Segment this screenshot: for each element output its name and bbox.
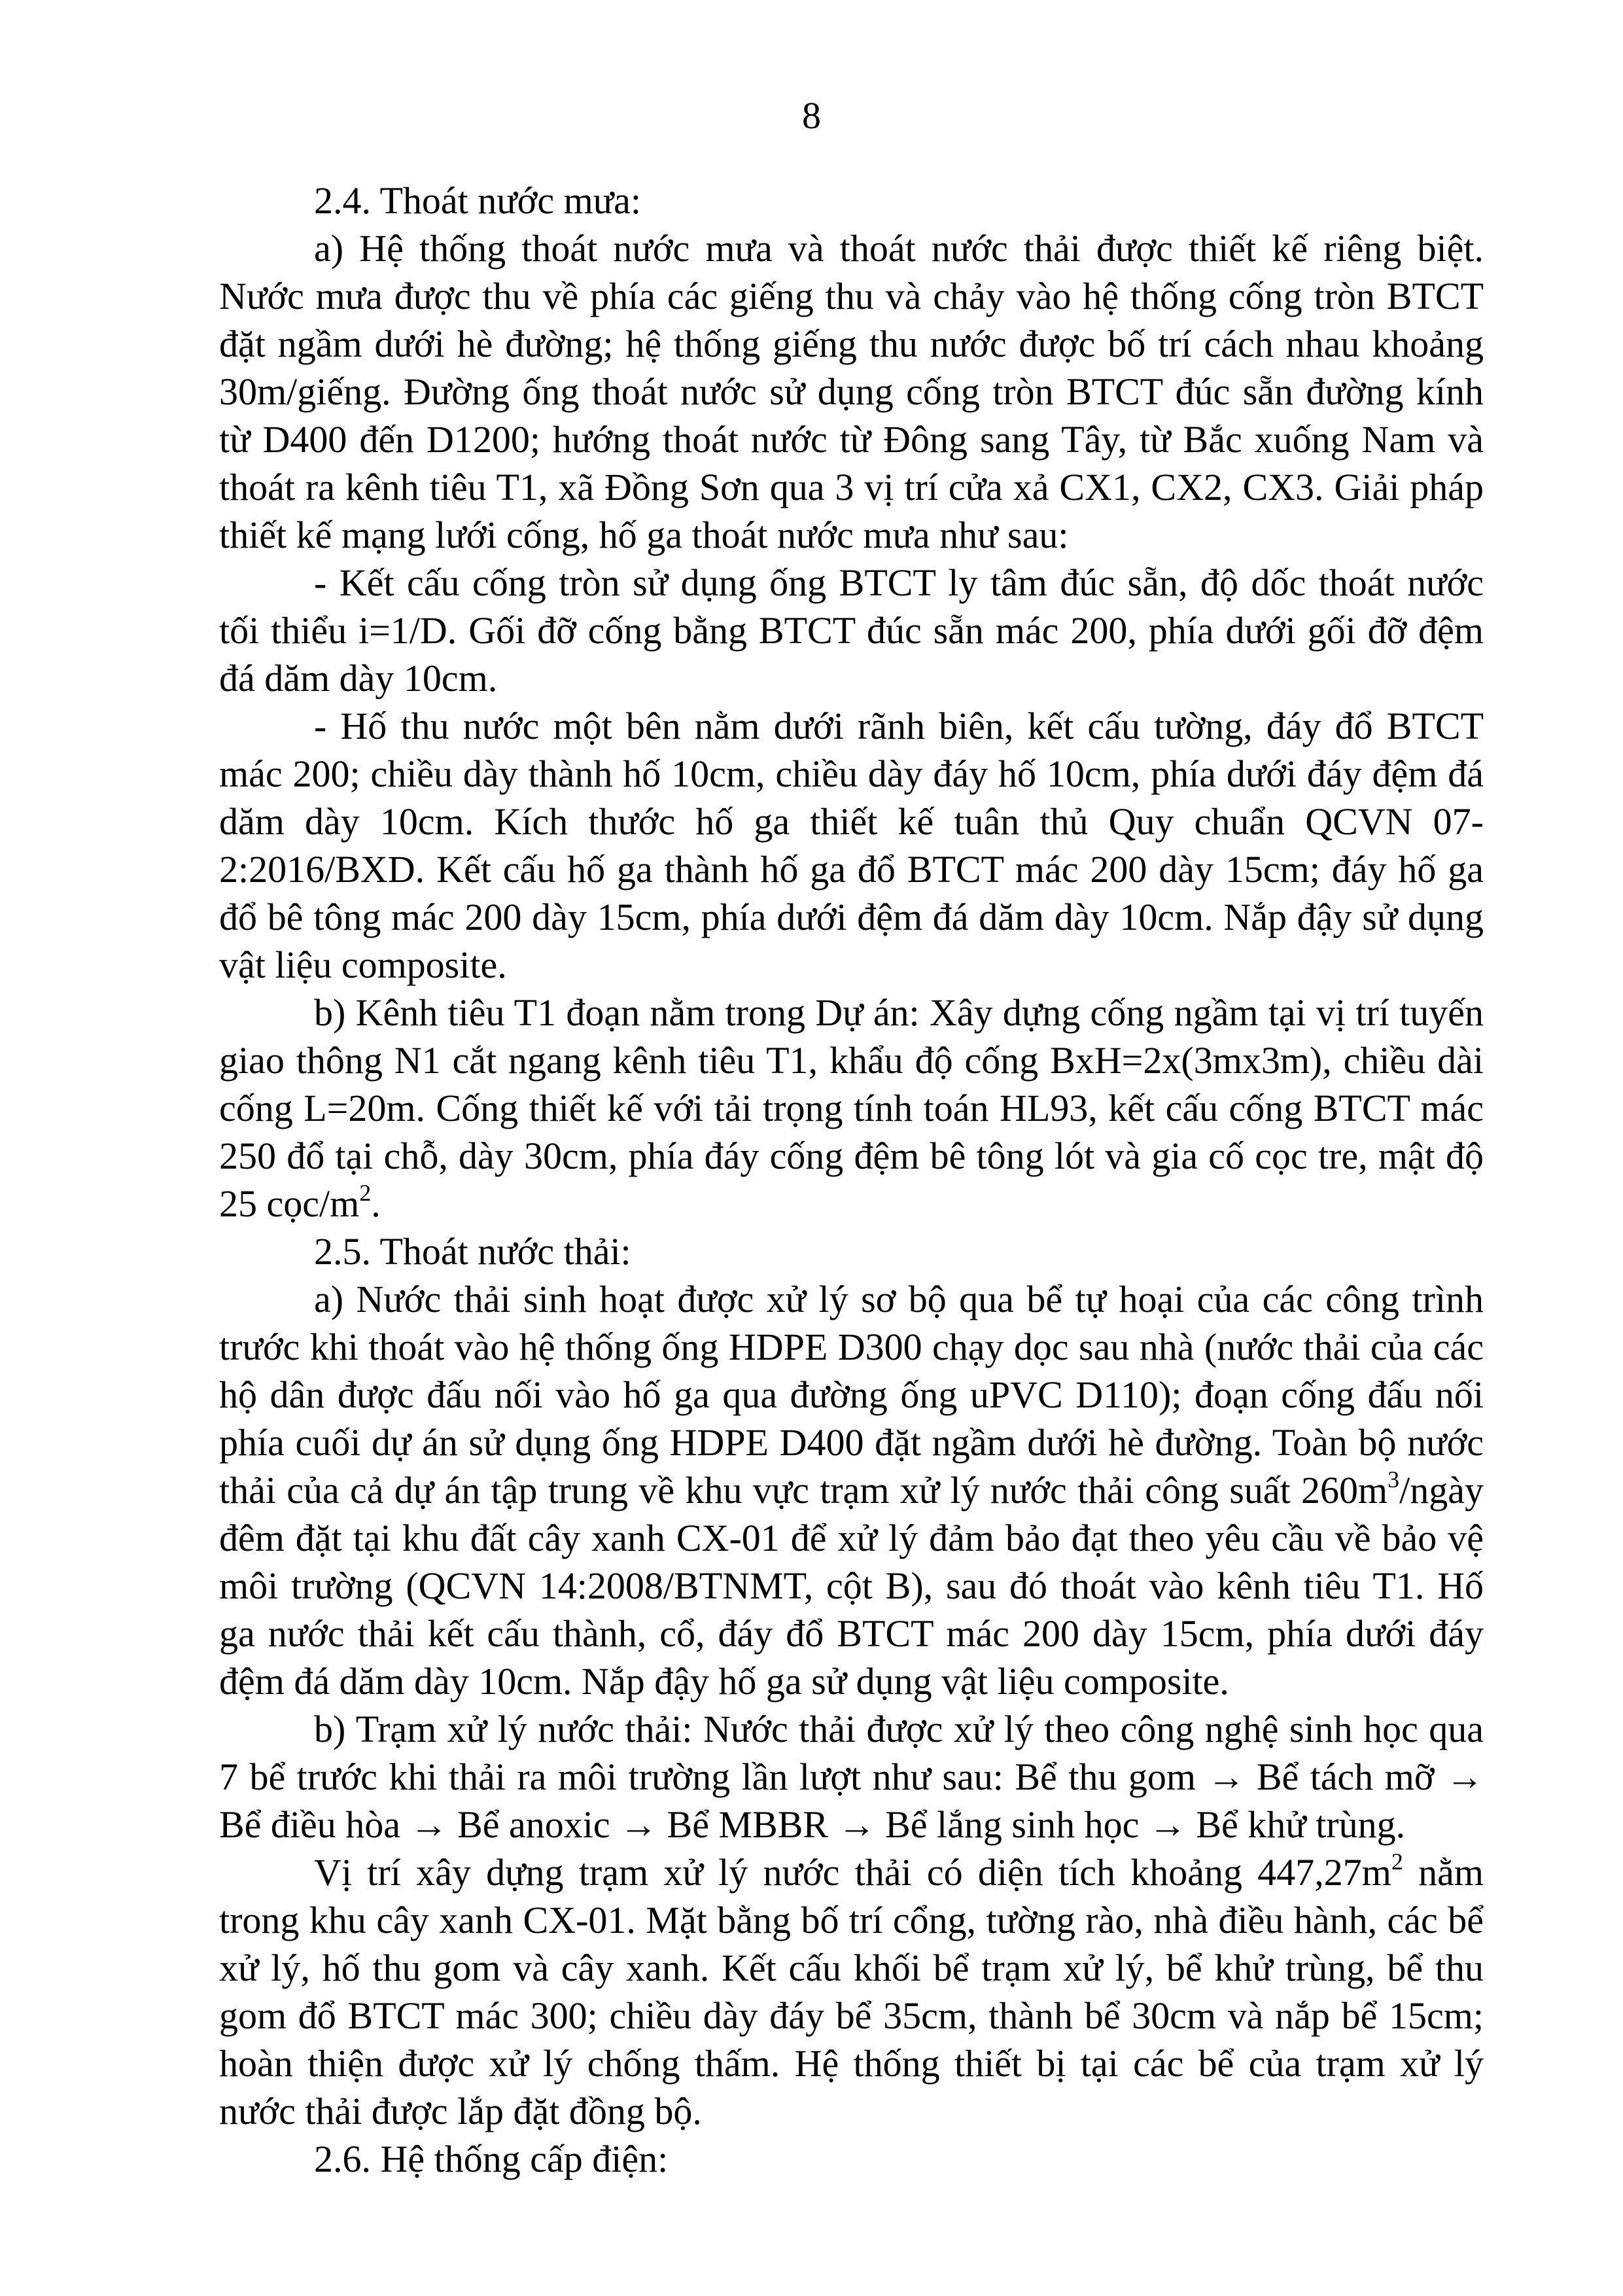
page-number: 8	[802, 94, 821, 137]
paragraph	[219, 1848, 1484, 2135]
text-line: 7 bể trước khi thải ra môi trường lần lượt như sau: Bể thu gom → Bể tách mỡ →	[219, 1756, 1484, 1798]
superscript: 2	[1391, 1848, 1403, 1875]
text-line: - Hố thu nước một bên nằm dưới rãnh biên, kết cấu tường, đáy đổ BTCT	[314, 705, 1484, 747]
paragraph	[219, 1275, 1484, 1705]
text-line: dăm dày 10cm. Kích thước hố ga thiết kế tuân thủ Quy chuẩn QCVN 07-	[219, 800, 1484, 843]
text-line: 2.6. Hệ thống cấp điện:	[314, 2138, 669, 2180]
text-line: Bể điều hòa → Bể anoxic → Bể MBBR → Bể lắng sinh học → Bể khử trùng.	[219, 1803, 1406, 1846]
text-segment: thải của cả dự án tập trung về khu vực trạm xử lý nước thải công suất 260m	[219, 1469, 1388, 1511]
text-line: hộ dân được đấu nối vào hố ga qua đường ống uPVC D110); đoạn cống đấu nối	[219, 1373, 1484, 1416]
text-line: trước khi thoát vào hệ thống ống HDPE D300 chạy dọc sau nhà (nước thải của các	[219, 1326, 1484, 1368]
text-line: đá dăm dày 10cm.	[219, 657, 498, 699]
document-body	[219, 177, 1484, 2183]
paragraph	[219, 177, 1484, 224]
superscript: 3	[1387, 1466, 1400, 1492]
text-line: Nước mưa được thu về phía các giếng thu và chảy vào hệ thống cống tròn BTCT	[219, 275, 1484, 317]
text-line: giao thông N1 cắt ngang kênh tiêu T1, khẩu độ cống BxH=2x(3mx3m), chiều dài	[219, 1039, 1484, 1082]
text-line: 2.4. Thoát nước mưa:	[314, 179, 641, 222]
superscript: 2	[359, 1180, 372, 1206]
text-line: mác 200; chiều dày thành hố 10cm, chiều dày đáy hố 10cm, phía dưới đáy đệm đá	[219, 752, 1484, 795]
text-segment: nằm	[1403, 1851, 1484, 1894]
text-line: thoát ra kênh tiêu T1, xã Đồng Sơn qua 3 vị trí cửa xả CX1, CX2, CX3. Giải pháp	[219, 466, 1484, 508]
paragraph	[219, 2135, 1484, 2183]
text-line	[219, 1848, 1484, 1896]
text-line: phía cuối dự án sử dụng ống HDPE D400 đặt ngầm dưới hè đường. Toàn bộ nước	[219, 1421, 1484, 1464]
text-line: 2:2016/BXD. Kết cấu hố ga thành hố ga đổ BTCT mác 200 dày 15cm; đáy hố ga	[219, 848, 1484, 891]
text-line: xử lý, hố thu gom và cây xanh. Kết cấu khối bể trạm xử lý, bể khử trùng, bể thu	[219, 1947, 1484, 1989]
text-line: b) Kênh tiêu T1 đoạn nằm trong Dự án: Xây dựng cống ngầm tại vị trí tuyến	[314, 991, 1484, 1034]
text-line: gom đổ BTCT mác 300; chiều dày đáy bể 35cm, thành bể 30cm và nắp bể 15cm;	[219, 1994, 1484, 2037]
text-line: cống L=20m. Cống thiết kế với tải trọng tính toán HL93, kết cấu cống BTCT mác	[219, 1087, 1484, 1129]
text-line: nước thải được lắp đặt đồng bộ.	[219, 2090, 702, 2132]
paragraph	[219, 559, 1484, 702]
text-line: môi trường (QCVN 14:2008/BTNMT, cột B), sau đó thoát vào kênh tiêu T1. Hố	[219, 1564, 1484, 1607]
text-line: - Kết cấu cống tròn sử dụng ống BTCT ly tâm đúc sẵn, độ dốc thoát nước	[314, 561, 1484, 604]
text-line: a) Hệ thống thoát nước mưa và thoát nước thải được thiết kế riêng biệt.	[314, 227, 1484, 270]
text-line: ga nước thải kết cấu thành, cổ, đáy đổ BTCT mác 200 dày 15cm, phía dưới đáy	[219, 1612, 1484, 1655]
paragraph	[219, 1227, 1484, 1275]
text-line: 250 đổ tại chỗ, dày 30cm, phía đáy cống đệm bê tông lót và gia cố cọc tre, mật độ	[219, 1135, 1484, 1177]
text-line: a) Nước thải sinh hoạt được xử lý sơ bộ qua bể tự hoại của các công trình	[314, 1278, 1484, 1320]
text-line: tối thiểu i=1/D. Gối đỡ cống bằng BTCT đúc sẵn mác 200, phía dưới gối đỡ đệm	[219, 609, 1484, 652]
text-segment: /ngày	[1399, 1469, 1484, 1511]
text-line: đệm đá dăm dày 10cm. Nắp đậy hố ga sử dụng vật liệu composite.	[219, 1660, 1229, 1703]
text-segment: 25 cọc/m	[219, 1182, 360, 1225]
text-line: đổ bê tông mác 200 dày 15cm, phía dưới đệm đá dăm dày 10cm. Nắp đậy sử dụng	[219, 896, 1484, 938]
text-segment: .	[371, 1182, 381, 1225]
text-line: trong khu cây xanh CX-01. Mặt bằng bố trí cổng, tường rào, nhà điều hành, các bể	[219, 1899, 1484, 1941]
text-line: thiết kế mạng lưới cống, hố ga thoát nước mưa như sau:	[219, 514, 1069, 556]
paragraph	[219, 702, 1484, 989]
text-line: 2.5. Thoát nước thải:	[314, 1230, 631, 1273]
paragraph	[219, 989, 1484, 1227]
text-line	[219, 1466, 1484, 1514]
text-line: hoàn thiện được xử lý chống thấm. Hệ thống thiết bị tại các bể của trạm xử lý	[219, 2042, 1484, 2085]
text-line: b) Trạm xử lý nước thải: Nước thải được xử lý theo công nghệ sinh học qua	[314, 1708, 1484, 1750]
text-line	[219, 1180, 1484, 1227]
paragraph	[219, 1705, 1484, 1848]
text-line: đêm đặt tại khu đất cây xanh CX-01 để xử lý đảm bảo đạt theo yêu cầu về bảo vệ	[219, 1517, 1484, 1559]
text-line: 30m/giếng. Đường ống thoát nước sử dụng cống tròn BTCT đúc sẵn đường kính	[219, 370, 1484, 413]
text-segment: Vị trí xây dựng trạm xử lý nước thải có diện tích khoảng 447,27m	[314, 1851, 1391, 1894]
text-line: đặt ngầm dưới hè đường; hệ thống giếng thu nước được bố trí cách nhau khoảng	[219, 323, 1484, 365]
paragraph	[219, 224, 1484, 559]
text-line: vật liệu composite.	[219, 944, 507, 986]
text-line: từ D400 đến D1200; hướng thoát nước từ Đông sang Tây, từ Bắc xuống Nam và	[219, 418, 1484, 461]
